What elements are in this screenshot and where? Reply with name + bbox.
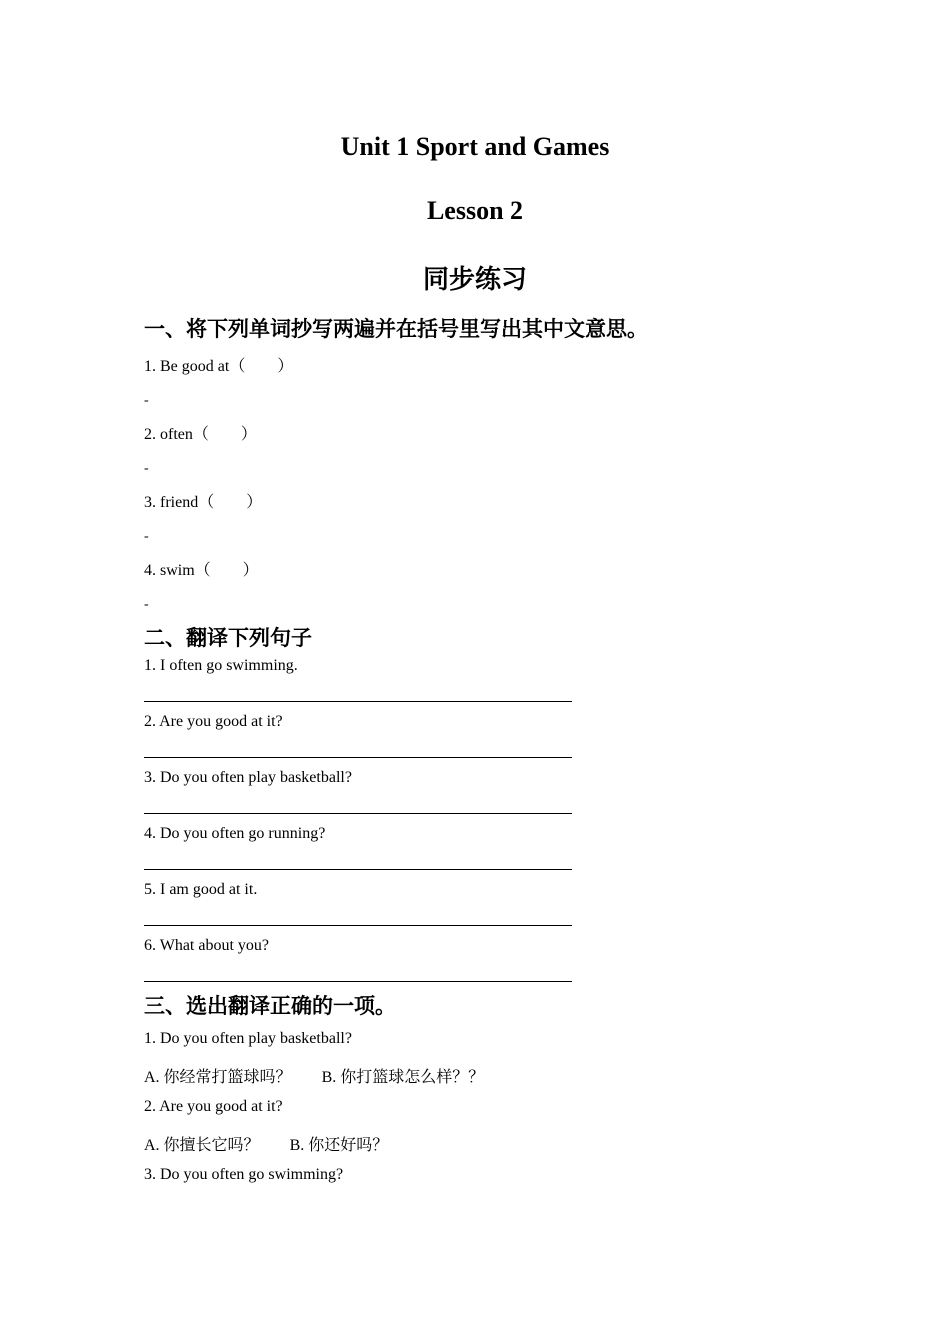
- choice-question: 2. Are you good at it?: [144, 1098, 283, 1115]
- section1-heading: 一、将下列单词抄写两遍并在括号里写出其中文意思。: [144, 317, 648, 341]
- choice-options: [144, 1132, 388, 1155]
- word-item: 3. friend（ ）: [144, 494, 263, 511]
- answer-line[interactable]: [144, 813, 572, 814]
- choice-options: [144, 1064, 484, 1087]
- word-copy-dash: -: [144, 529, 149, 544]
- section3-heading: 三、选出翻译正确的一项。: [144, 994, 396, 1018]
- option-a[interactable]: A. 你擅长它吗？: [144, 1137, 260, 1154]
- section2-heading: 二、翻译下列句子: [144, 626, 312, 650]
- word-copy-dash: -: [144, 393, 149, 408]
- sentence-item: 1. I often go swimming.: [144, 657, 298, 674]
- answer-line[interactable]: [144, 757, 572, 758]
- choice-question: 3. Do you often go swimming?: [144, 1166, 344, 1183]
- word-item: 4. swim（ ）: [144, 562, 259, 579]
- sentence-item: 4. Do you often go running?: [144, 825, 326, 842]
- word-copy-dash: -: [144, 461, 149, 476]
- option-a[interactable]: A. 你经常打篮球吗？: [144, 1069, 292, 1086]
- word-copy-dash: -: [144, 597, 149, 612]
- exercise-subtitle: 同步练习: [422, 265, 527, 295]
- option-b[interactable]: B. 你打篮球怎么样？？: [321, 1069, 485, 1086]
- answer-line[interactable]: [144, 925, 572, 926]
- option-b[interactable]: B. 你还好吗？: [289, 1137, 389, 1154]
- answer-line[interactable]: [144, 869, 572, 870]
- choice-question: 1. Do you often play basketball?: [144, 1030, 352, 1047]
- answer-line[interactable]: [144, 701, 572, 702]
- sentence-item: 5. I am good at it.: [144, 881, 258, 898]
- answer-line[interactable]: [144, 981, 572, 982]
- lesson-title: Lesson 2: [426, 196, 524, 225]
- sentence-item: 2. Are you good at it?: [144, 713, 283, 730]
- sentence-item: 3. Do you often play basketball?: [144, 769, 352, 786]
- word-item: 1. Be good at（ ）: [144, 358, 294, 375]
- word-item: 2. often（ ）: [144, 426, 257, 443]
- unit-title: Unit 1 Sport and Games: [340, 132, 610, 161]
- sentence-item: 6. What about you?: [144, 937, 270, 954]
